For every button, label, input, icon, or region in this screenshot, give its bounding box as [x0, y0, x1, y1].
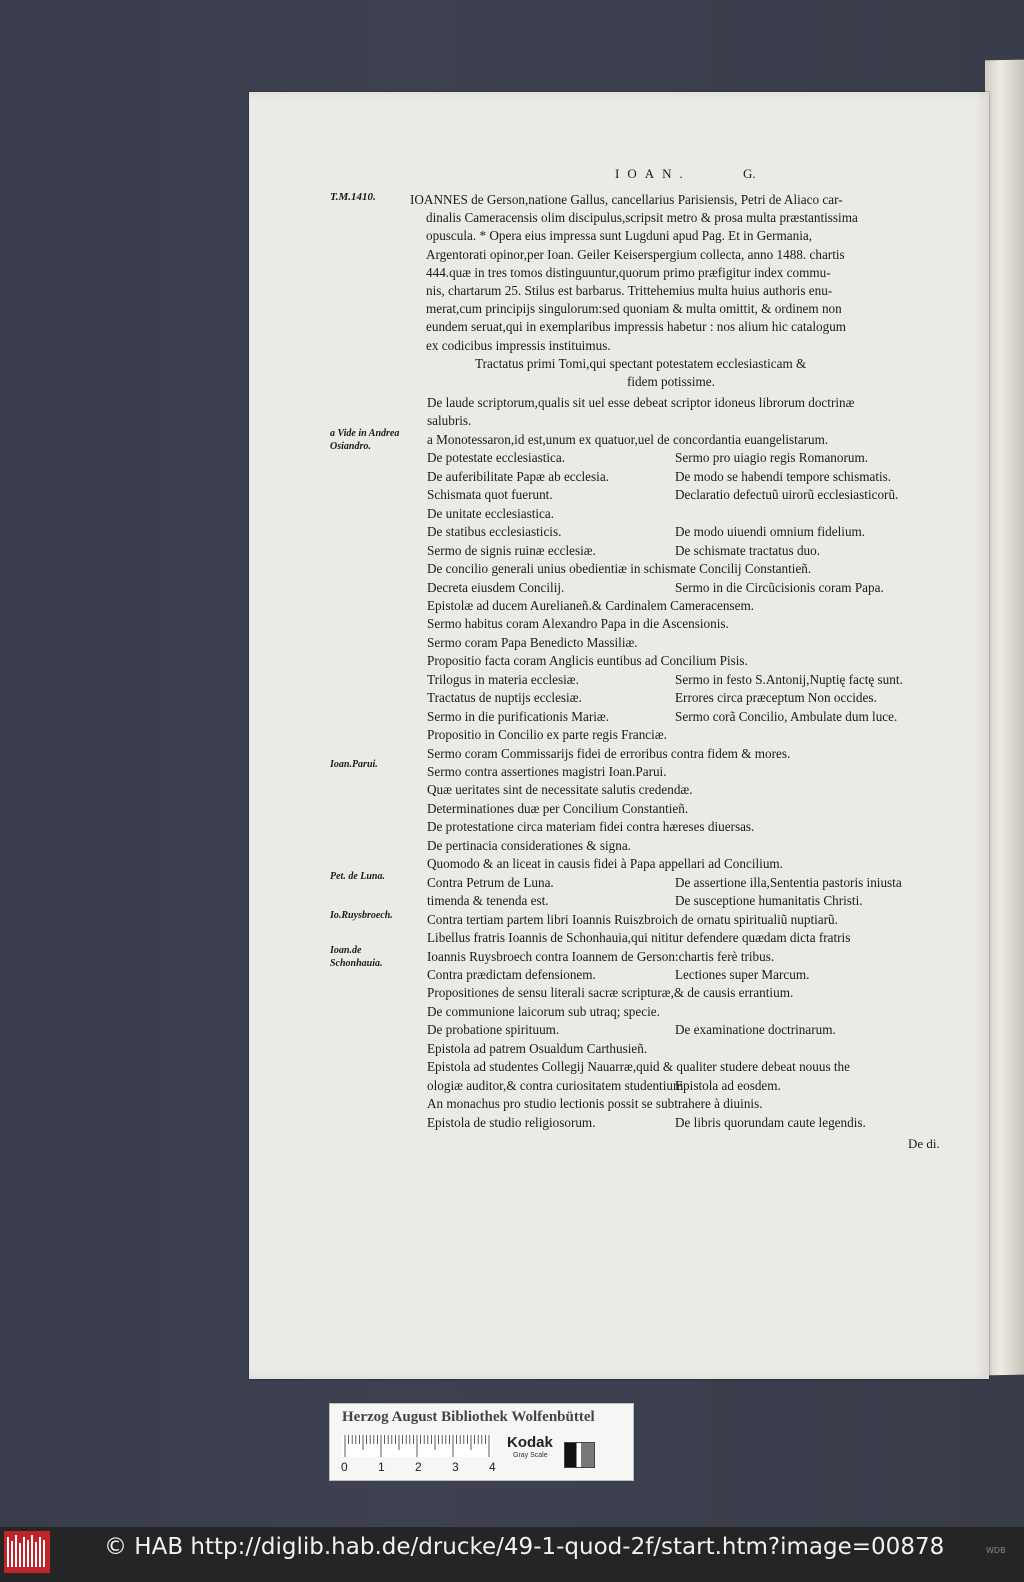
section-heading-line: Tractatus primi Tomi,qui spectant potestatem ecclesiasticam &	[475, 356, 807, 371]
ruler-number: 4	[489, 1460, 496, 1474]
gray-scale-patch	[564, 1442, 595, 1468]
catalog-entry-right: Sermo in festo S.Antonij,Nuptię factę sunt.	[675, 671, 903, 687]
catalog-entry: Epistola ad patrem Osualdum Carthusieñ.	[427, 1040, 648, 1056]
catalog-entry: Sermo de signis ruinæ ecclesiæ.	[427, 542, 596, 558]
margin-note-ruysbroech: Io.Ruysbroech.	[330, 910, 393, 921]
kodak-subtitle: Gray Scale	[513, 1452, 548, 1459]
intro-line: eundem seruat,qui in exemplaribus impressis habetur : nos alium hic catalogum	[426, 319, 847, 335]
catalog-entry: Quæ ueritates sint de necessitate salutis credendæ.	[427, 782, 693, 798]
catalog-entry-right: De assertione illa,Sententia pastoris iniusta	[675, 874, 902, 890]
catalog-entry-right: Sermo in die Circũcisionis coram Papa.	[675, 579, 884, 595]
catalog-entry: Propositio in Concilio ex parte regis Franciæ.	[427, 727, 667, 743]
catalog-entry: De probatione spirituum.	[427, 1022, 560, 1038]
catalog-entry: Contra Petrum de Luna.	[427, 874, 554, 890]
catalog-entry-right: Sermo pro uiagio regis Romanorum.	[675, 450, 869, 466]
catalog-entry-right: Lectiones super Marcum.	[675, 966, 810, 982]
footer-mark: WDB	[986, 1546, 1006, 1555]
catalog-entry: Decreta eiusdem Concilij.	[427, 579, 565, 595]
catalog-entry: Ioannis Ruysbroech contra Ioannem de Gerson:chartis ferè tribus.	[427, 948, 775, 964]
ruler-number: 2	[415, 1460, 422, 1474]
catchword: De di.	[908, 1136, 940, 1151]
catalog-entry: Propositio facta coram Anglicis euntibus ad Concilium Pisis.	[427, 653, 748, 669]
catalog-entry: Propositiones de sensu literali sacræ scripturæ,& de causis errantium.	[427, 985, 794, 1001]
catalog-entry: Epistola de studio religiosorum.	[427, 1114, 596, 1130]
intro-line: opuscula. * Opera eius impressa sunt Lugduni apud Pag. Et in Germania,	[426, 228, 813, 244]
margin-note-luna: Pet. de Luna.	[330, 871, 385, 882]
catalog-entry: Epistola ad studentes Collegij Nauarræ,quid & qualiter studere debeat nouus the	[427, 1059, 850, 1075]
catalog-entry: De laude scriptorum,qualis sit uel esse debeat scriptor idoneus librorum doctrinæ	[427, 395, 855, 410]
catalog-entry: Schismata quot fuerunt.	[427, 487, 553, 503]
catalog-entry: De protestatione circa materiam fidei contra hæreses diuersas.	[427, 819, 755, 835]
catalog-entry: Epistolæ ad ducem Aurelianeñ.& Cardinalem Cameracensem.	[427, 597, 755, 613]
catalog-entry: Sermo habitus coram Alexandro Papa in die Ascensionis.	[427, 616, 729, 632]
ruler-number: 1	[378, 1460, 385, 1474]
ruler-number: 0	[341, 1460, 348, 1474]
catalog-entry: Quomodo & an liceat in causis fidei à Papa appellari ad Concilium.	[427, 856, 783, 872]
intro-line: Argentorati opinor,per Ioan. Geiler Keiserspergium collecta, anno 1488. chartis	[426, 246, 845, 262]
catalog-entry-right: De modo se habendi tempore schismatis.	[675, 468, 892, 484]
ruler-number: 3	[452, 1460, 459, 1474]
catalog-entry: Contra prædictam defensionem.	[427, 966, 596, 982]
catalog-entry: De statibus ecclesiasticis.	[427, 524, 562, 540]
catalog-entry: Sermo coram Papa Benedicto Massiliæ.	[427, 634, 638, 650]
intro-line: merat,cum principijs singulorum:sed quoniam & multa omittit, & ordinem non	[426, 301, 842, 317]
intro-line: 444.quæ in tres tomos distinguuntur,quorum primo præfigitur index commu-	[426, 264, 831, 280]
catalog-entry: De potestate ecclesiastica.	[427, 450, 566, 466]
catalog-entry-right: De libris quorundam caute legendis.	[675, 1114, 866, 1130]
catalog-entry: De concilio generali unius obedientiæ in schismate Concilij Constantieñ.	[427, 561, 812, 577]
catalog-entry: a Monotessaron,id est,unum ex quatuor,uel de concordantia euangelistarum.	[427, 431, 829, 447]
margin-note-osiander: a Vide in Andrea Osiandro.	[330, 428, 400, 452]
intro-line: nis, chartarum 25. Stilus est barbarus. Trittehemius multa huius authoris enu-	[426, 283, 833, 298]
ruler-scale	[342, 1435, 492, 1457]
catalog-entry-right: De susceptione humanitatis Christi.	[675, 893, 863, 909]
section-heading-line: fidem potissime.	[627, 374, 715, 390]
color-calibration-card	[329, 1403, 634, 1481]
catalog-entry-right: Epistola ad eosdem.	[675, 1077, 781, 1093]
catalog-entry: Libellus fratris Ioannis de Schonhauia,qui nititur defendere quædam dicta fratris	[427, 930, 851, 946]
catalog-entry: Contra tertiam partem libri Ioannis Ruiszbroich de ornatu spiritualiũ nuptiarũ.	[427, 911, 838, 927]
margin-note-date: T.M.1410.	[330, 191, 376, 203]
catalog-entry: salubris.	[427, 413, 472, 429]
margin-note-schonhauia: Ioan.de Schonhauia.	[330, 945, 383, 969]
catalog-entry: Tractatus de nuptijs ecclesiæ.	[427, 690, 582, 706]
catalog-entry-right: Declaratio defectuũ uirorũ ecclesiasticorũ.	[675, 487, 899, 503]
catalog-entry-right: Errores circa præceptum Non occides.	[675, 690, 877, 706]
intro-line: ex codicibus impressis instituimus.	[426, 337, 611, 353]
catalog-entry: An monachus pro studio lectionis possit se subtrahere à diuinis.	[427, 1096, 763, 1112]
margin-note-parui: Ioan.Parui.	[330, 759, 378, 770]
catalog-entry: Sermo coram Commissarijs fidei de erroribus contra fidem & mores.	[427, 745, 791, 761]
catalog-entry: Sermo in die purificationis Mariæ.	[427, 708, 610, 724]
catalog-entry: ologiæ auditor,& contra curiositatem studentium.	[427, 1077, 687, 1093]
catalog-entry-right: De modo uiuendi omnium fidelium.	[675, 524, 866, 540]
folio-mark: G.	[743, 166, 756, 181]
catalog-entry: timenda & tenenda est.	[427, 893, 549, 909]
kodak-brand: Kodak	[507, 1434, 553, 1451]
catalog-entry: De unitate ecclesiastica.	[427, 505, 555, 521]
catalog-entry: Sermo contra assertiones magistri Ioan.Parui.	[427, 764, 667, 779]
next-page-edge	[985, 60, 1024, 1376]
footer-url[interactable]: © HAB http://diglib.hab.de/drucke/49-1-quod-2f/start.htm?image=00878	[104, 1534, 945, 1560]
catalog-entry: De pertinacia considerationes & signa.	[427, 837, 631, 853]
catalog-entry: De auferibilitate Papæ ab ecclesia.	[427, 468, 609, 484]
running-head: IOAN.	[615, 166, 691, 181]
catalog-entry: De communione laicorum sub utraq; specie.	[427, 1003, 660, 1019]
catalog-entry: Determinationes duæ per Concilium Constantieñ.	[427, 800, 689, 816]
catalog-entry-right: De schismate tractatus duo.	[675, 542, 821, 558]
hab-logo-icon	[4, 1531, 50, 1573]
intro-line: dinalis Cameracensis olim discipulus,scripsit metro & prosa multa præstantissima	[426, 210, 858, 226]
intro-line: IOANNES de Gerson,natione Gallus, cancellarius Parisiensis, Petri de Aliaco car-	[410, 192, 843, 207]
card-title: Herzog August Bibliothek Wolfenbüttel	[342, 1409, 595, 1425]
catalog-entry-right: De examinatione doctrinarum.	[675, 1022, 836, 1038]
catalog-entry: Trilogus in materia ecclesiæ.	[427, 671, 579, 687]
catalog-entry-right: Sermo corã Concilio, Ambulate dum luce.	[675, 708, 898, 724]
